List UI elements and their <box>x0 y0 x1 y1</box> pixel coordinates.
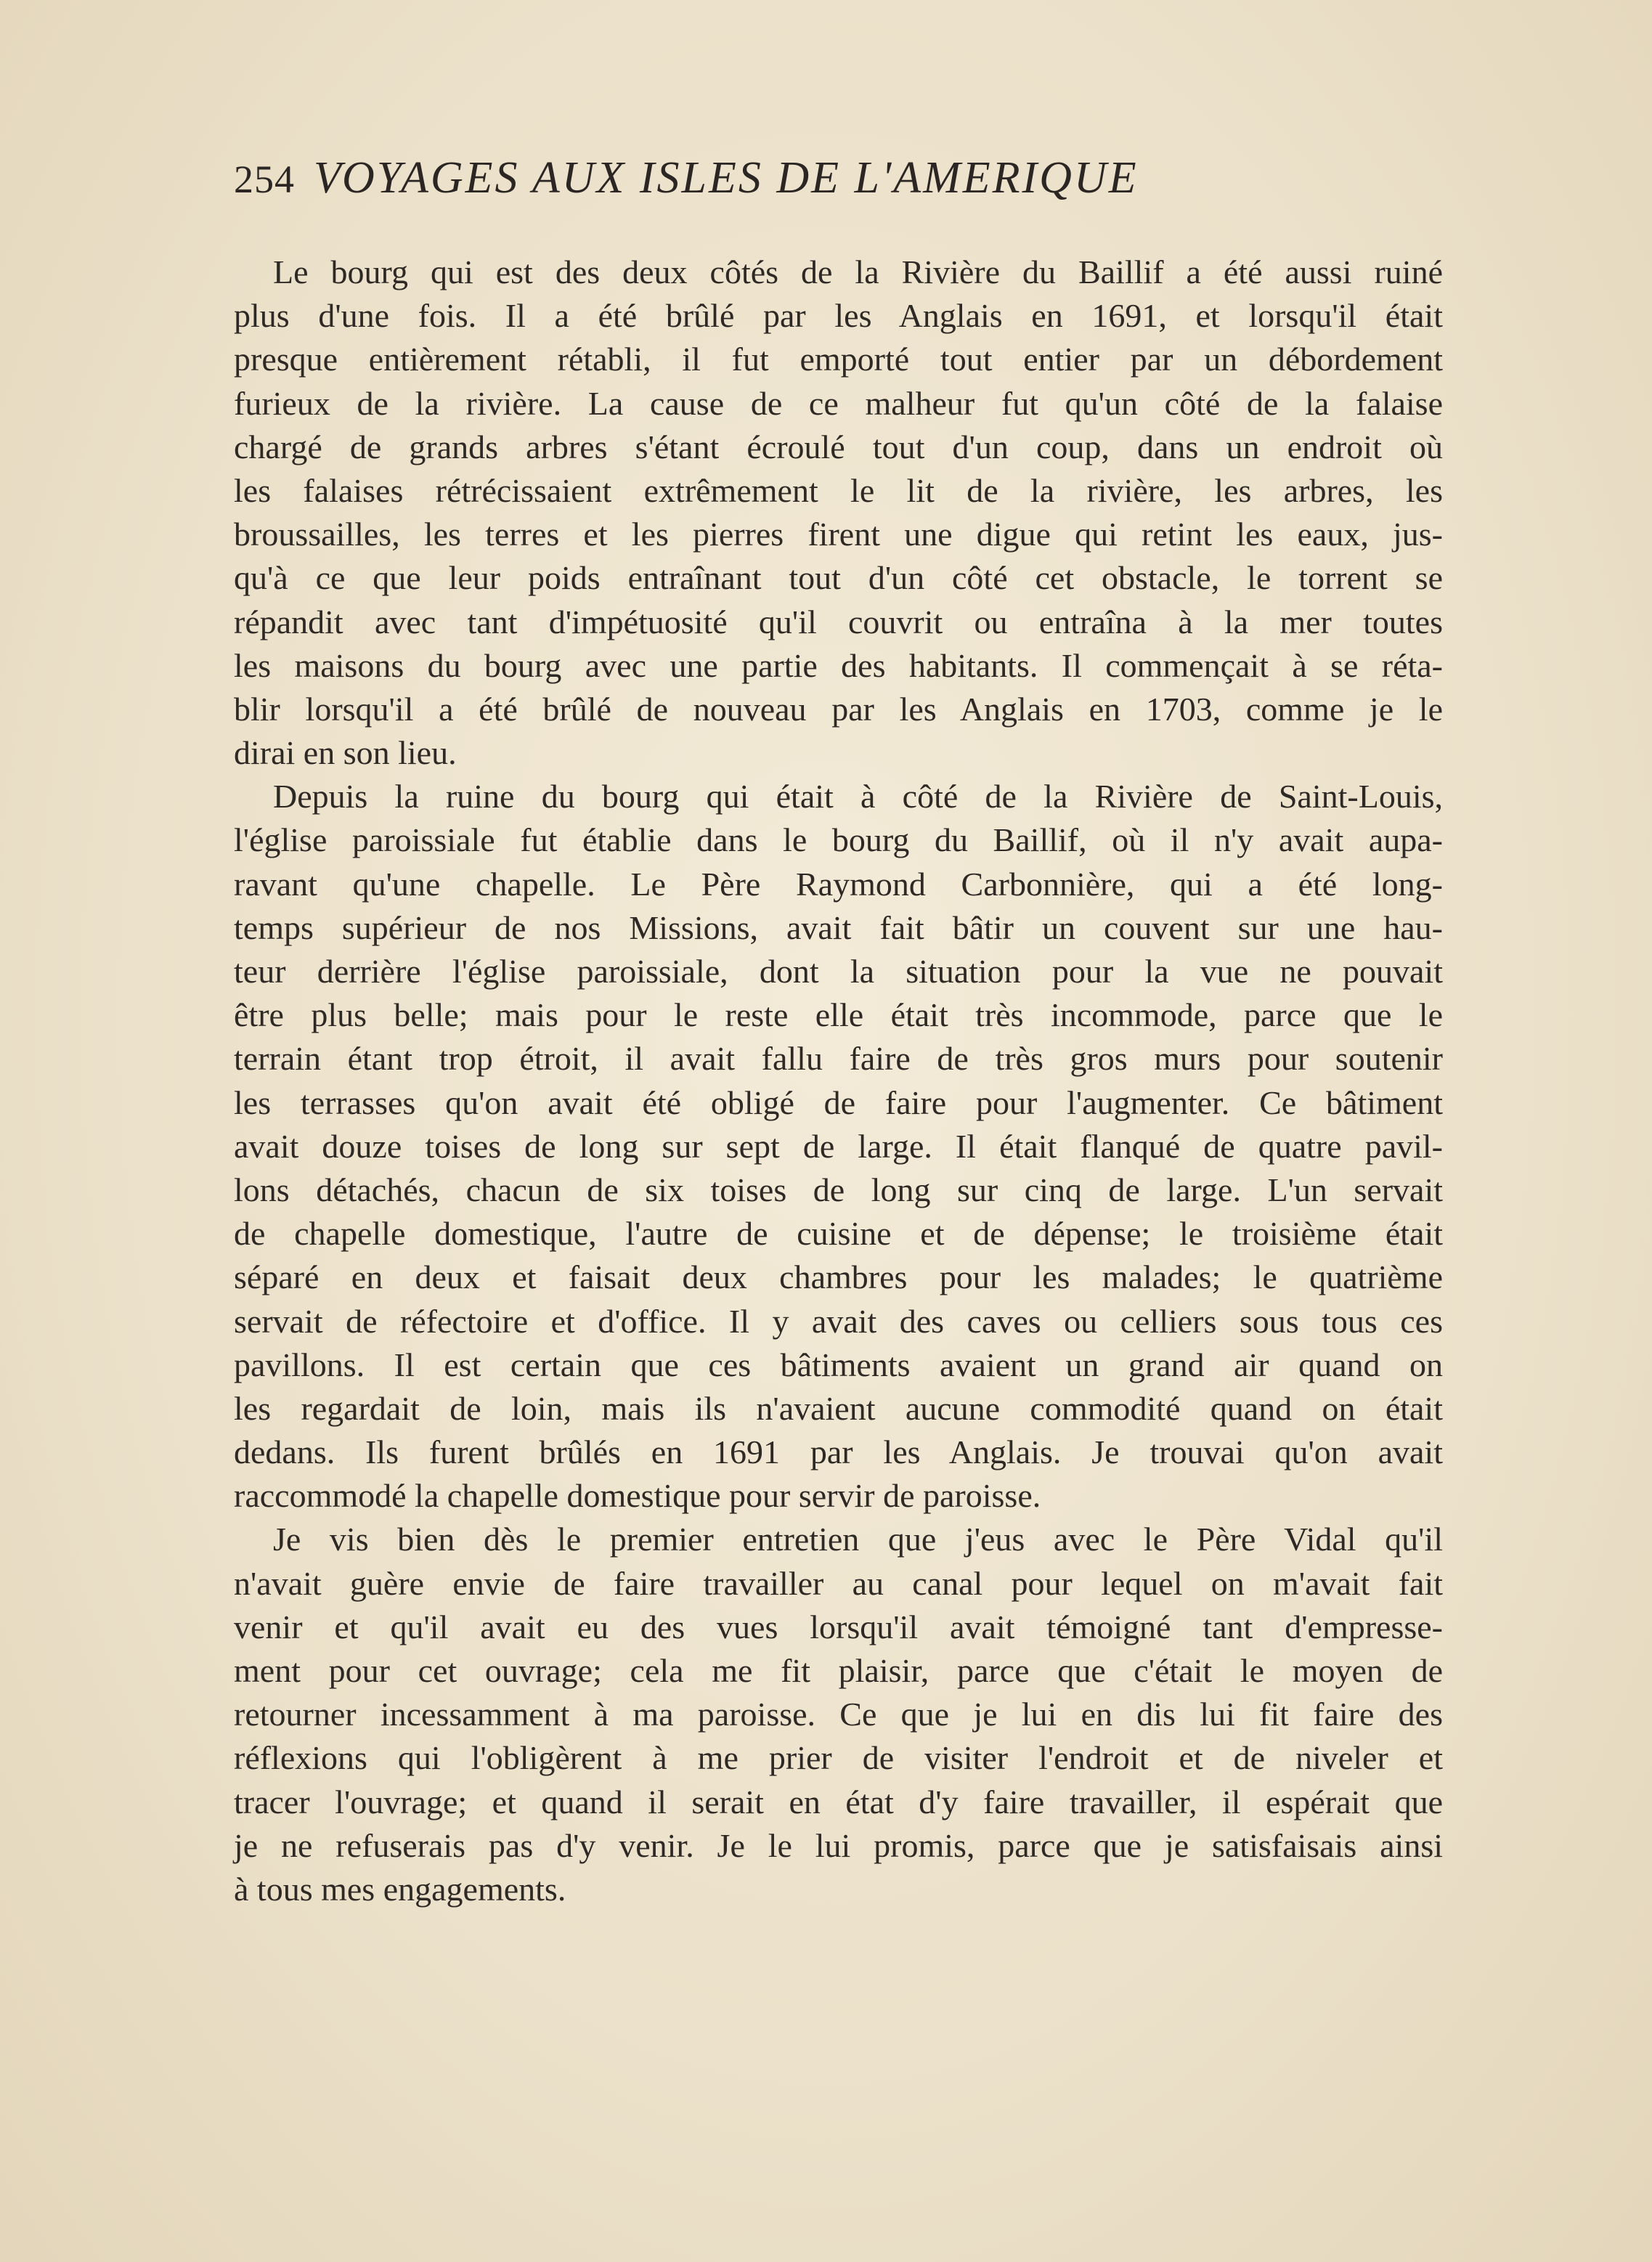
text-line: à tous mes engagements. <box>234 1870 566 1908</box>
text-line: l'église paroissiale fut établie dans le bourg du Baillif, où il n'y avait aupa- <box>234 821 1443 859</box>
text-line: répandit avec tant d'impétuosité qu'il couvrit ou entraîna à la mer toutes <box>234 603 1443 640</box>
text-line: broussailles, les terres et les pierres firent une digue qui retint les eaux, jus- <box>234 516 1443 553</box>
text-line: tracer l'ouvrage; et quand il serait en état d'y faire travailler, il espérait que <box>234 1783 1443 1820</box>
text-line: dedans. Ils furent brûlés en 1691 par les Anglais. Je trouvai qu'on avait <box>234 1433 1443 1471</box>
page-number: 254 <box>234 158 295 201</box>
text-line: venir et qu'il avait eu des vues lorsqu'il avait témoigné tant d'empresse- <box>234 1608 1443 1645</box>
text-line: Je vis bien dès le premier entretien que j'eus avec le Père Vidal qu'il <box>273 1521 1443 1558</box>
text-line: avait douze toises de long sur sept de large. Il était flanqué de quatre pavil- <box>234 1127 1443 1165</box>
text-line: raccommodé la chapelle domestique pour servir de paroisse. <box>234 1477 1041 1515</box>
text-line: Depuis la ruine du bourg qui était à côté de la Rivière de Saint-Louis, <box>273 778 1443 815</box>
text-line: plus d'une fois. Il a été brûlé par les Anglais en 1691, et lorsqu'il était <box>234 297 1443 335</box>
text-line: séparé en deux et faisait deux chambres pour les malades; le quatrième <box>234 1258 1443 1296</box>
text-line: ravant qu'une chapelle. Le Père Raymond Carbonnière, qui a été long- <box>234 865 1443 903</box>
text-line: terrain étant trop étroit, il avait fallu faire de très gros murs pour soutenir <box>234 1040 1443 1078</box>
body-text <box>234 251 1443 1911</box>
text-line: blir lorsqu'il a été brûlé de nouveau par les Anglais en 1703, comme je le <box>234 690 1443 728</box>
text-line: teur derrière l'église paroissiale, dont la situation pour la vue ne pouvait <box>234 953 1443 990</box>
text-line: dirai en son lieu. <box>234 734 457 772</box>
text-line: les maisons du bourg avec une partie des habitants. Il commençait à se réta- <box>234 646 1443 684</box>
text-line: retourner incessamment à ma paroisse. Ce que je lui en dis lui fit faire des <box>234 1696 1443 1733</box>
running-title: VOYAGES AUX ISLES DE L'AMERIQUE <box>314 153 1139 203</box>
text-line: n'avait guère envie de faire travailler au canal pour lequel on m'avait fait <box>234 1564 1443 1602</box>
text-line: presque entièrement rétabli, il fut emporté tout entier par un débordement <box>234 341 1443 378</box>
text-line: je ne refuserais pas d'y venir. Je le lui promis, parce que je satisfaisais ainsi <box>234 1826 1443 1864</box>
text-line: de chapelle domestique, l'autre de cuisine et de dépense; le troisième était <box>234 1215 1443 1253</box>
text-line: chargé de grands arbres s'étant écroulé tout d'un coup, dans un endroit où <box>234 428 1443 465</box>
text-line: lons détachés, chacun de six toises de long sur cinq de large. L'un servait <box>234 1171 1443 1208</box>
page-header <box>234 152 1454 218</box>
text-line: temps supérieur de nos Missions, avait fait bâtir un couvent sur une hau- <box>234 908 1443 946</box>
text-line: les falaises rétrécissaient extrêmement le lit de la rivière, les arbres, les <box>234 471 1443 509</box>
paragraph-1 <box>234 251 1443 775</box>
paragraph-2 <box>234 775 1443 1518</box>
text-line: ment pour cet ouvrage; cela me fit plaisir, parce que c'était le moyen de <box>234 1652 1443 1689</box>
text-line: pavillons. Il est certain que ces bâtiments avaient un grand air quand on <box>234 1346 1443 1383</box>
text-line: servait de réfectoire et d'office. Il y avait des caves ou celliers sous tous ces <box>234 1302 1443 1340</box>
text-line: Le bourg qui est des deux côtés de la Rivière du Baillif a été aussi ruiné <box>273 253 1443 290</box>
text-line: furieux de la rivière. La cause de ce malheur fut qu'un côté de la falaise <box>234 384 1443 422</box>
paragraph-3 <box>234 1518 1443 1911</box>
text-line: qu'à ce que leur poids entraînant tout d'un côté cet obstacle, le torrent se <box>234 559 1443 597</box>
text-line: les terrasses qu'on avait été obligé de faire pour l'augmenter. Ce bâtiment <box>234 1083 1443 1121</box>
text-line: les regardait de loin, mais ils n'avaient aucune commodité quand on était <box>234 1389 1443 1427</box>
text-line: être plus belle; mais pour le reste elle était très incommode, parce que le <box>234 996 1443 1034</box>
text-line: réflexions qui l'obligèrent à me prier de visiter l'endroit et de niveler et <box>234 1739 1443 1777</box>
